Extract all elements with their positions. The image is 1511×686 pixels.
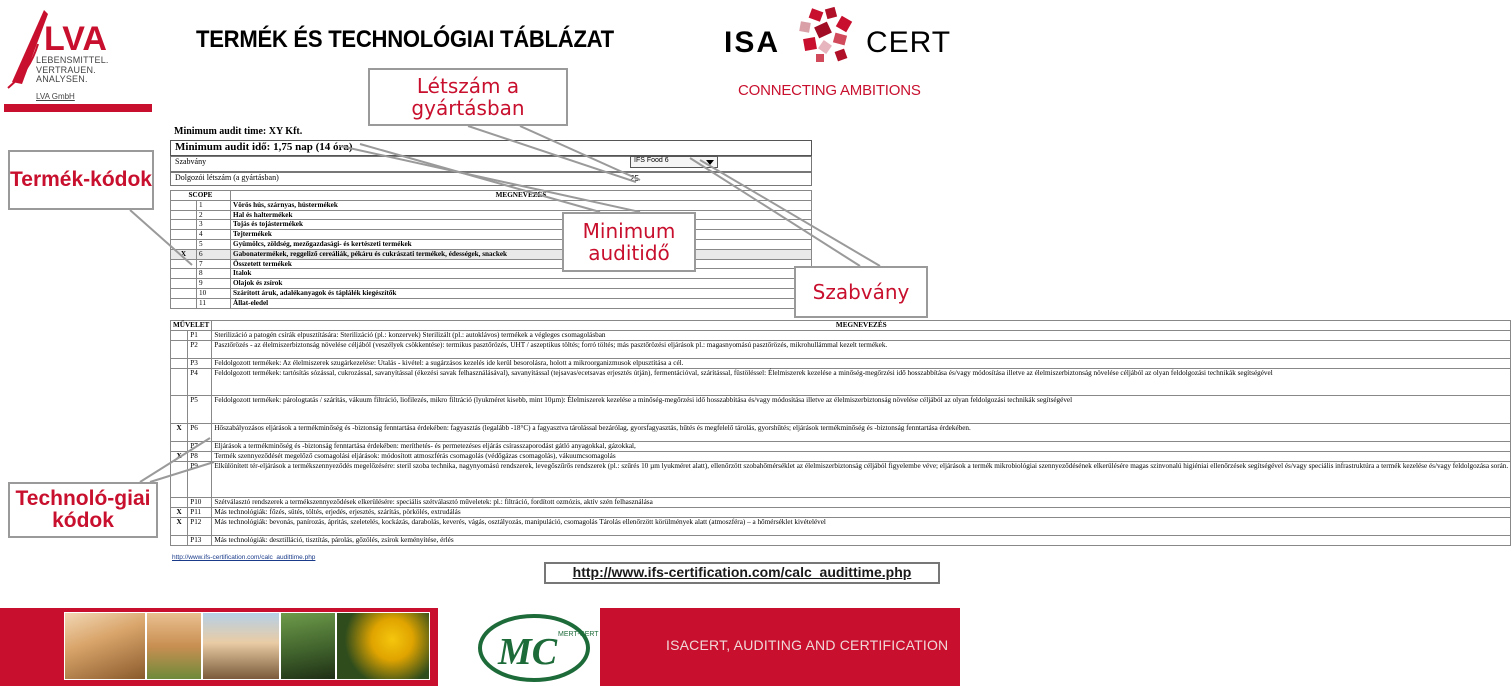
process-code: P8 — [188, 452, 212, 462]
scope-x-mark[interactable] — [171, 279, 197, 289]
process-x-mark[interactable] — [171, 368, 188, 395]
process-name-text: Feldolgozott termékek: párologtatás / szárítás, vákuum filtráció, liofilezés, mikro filtráció (lyukméret kisebb, mint 10µm): Élelmiszerek kezelése a minőség-megőrzési idő hosszabbítása és/vagy módosítása illetve az élelmiszerbiztonság növelése céljából az olyan feldolgozási technikák segítségével — [214, 396, 1073, 405]
mc-label: MERT-CERT — [558, 631, 599, 638]
process-name — [212, 461, 1511, 497]
scope-code: 11 — [197, 298, 231, 308]
process-name — [212, 359, 1511, 369]
scope-x-mark[interactable] — [171, 200, 197, 210]
scope-row — [171, 279, 812, 289]
process-name-text: Hőszabályozásos eljárások a termékminőség és -biztonság fenntartása érdekében: fagyasztás (legalább -18°C) a fagyasztva tárolással bezárólag, gyorsfagyasztás, hűtés és megfelelő tárolás, gyorshűtés; eljárások termékminőség és -biztonság fenntartása érdekében. — [214, 423, 971, 432]
scope-body — [171, 200, 812, 308]
scope-row — [171, 220, 812, 230]
process-code: P1 — [188, 330, 212, 340]
scope-x-mark[interactable] — [171, 220, 197, 230]
process-row — [171, 396, 1511, 423]
process-name — [212, 517, 1511, 536]
callout-product-codes: Termék-kódok — [8, 150, 154, 210]
scope-code: 2 — [197, 210, 231, 220]
scope-row — [171, 249, 812, 259]
page-title: TERMÉK ÉS TECHNOLÓGIAI TÁBLÁZAT — [196, 26, 614, 53]
scope-row — [171, 210, 812, 220]
process-x-mark[interactable] — [171, 330, 188, 340]
scope-code: 8 — [197, 269, 231, 279]
process-name-text: Eljárások a termékminőség és -biztonság fenntartása érdekében: meríthetés- és permetezéses eljárás csírasszaporodást gátló anyagokkal, gázokkal, — [214, 442, 636, 451]
photo-field — [280, 612, 336, 680]
scope-code: 4 — [197, 230, 231, 240]
process-name-text: Pasztőrözés - az élelmiszerbiztonság növelése céljából (veszélyek csökkentése): termikus pasztőrözés, UHT / aszeptikus töltés; forró töltés; más pasztőrözési eljárások pl.: magasnyomású pasztőrözés, mikrohullámmal kezelt termékek. — [214, 340, 888, 349]
scope-name: Vörös hús, szárnyas, hústermékek — [231, 200, 812, 210]
process-code: P7 — [188, 442, 212, 452]
scope-row — [171, 259, 812, 269]
scope-row — [171, 269, 812, 279]
process-name — [212, 536, 1511, 546]
process-name-text: Szétválasztó rendszerek a termékszennyeződések elkerülésére: speciális szétválasztó műveletek: pl.: filtráció, fordított ozmózis, aktív szén felhasználása — [214, 498, 653, 507]
scope-row — [171, 200, 812, 210]
calculator-link[interactable]: http://www.ifs-certification.com/calc_audittime.php — [572, 564, 912, 581]
process-table — [170, 320, 1511, 546]
process-name-text: Más technológiák: bevonás, panírozás, ápritás, szeletelés, kockázás, darabolás, keverés, vágás, osztályozás, manipuláció, csomagolás Tárolás ellenőrzött körülmények alatt (atmoszféra) – a hőmérséklet kivételével — [214, 517, 826, 526]
employee-count-value: 25 — [630, 174, 639, 183]
callout-employee-count: Létszám a gyártásban — [368, 68, 568, 126]
process-code: P12 — [188, 517, 212, 536]
scope-code: 7 — [197, 259, 231, 269]
process-x-mark[interactable] — [171, 536, 188, 546]
lva-brand-text: LVA — [44, 20, 107, 58]
process-x-mark[interactable]: X — [171, 507, 188, 517]
process-row — [171, 368, 1511, 395]
process-name-text: Feldolgozott termékek: Az élelmiszerek szugárkezelése: Utalás - kivétel: a sugárzásos kezelés ide kerül besorolásra, holott a mikroorganizmusok elpusztítása a cél. — [214, 359, 684, 368]
process-x-mark[interactable]: X — [171, 423, 188, 442]
scope-table — [170, 190, 812, 309]
mc-letters: MC — [498, 631, 558, 673]
process-code: P6 — [188, 423, 212, 442]
process-x-mark[interactable] — [171, 442, 188, 452]
standard-select-value: IFS Food 6 — [634, 157, 669, 164]
audit-time-document — [170, 126, 1509, 561]
process-code: P5 — [188, 396, 212, 423]
scope-x-mark[interactable] — [171, 269, 197, 279]
callout-url[interactable] — [544, 562, 940, 584]
process-name — [212, 330, 1511, 340]
process-name-text: Feldolgozott termékek: tartósítás sózással, cukrozással, savanyítással (ékezési savak felhasználásával), savanyítással (tejsavas/ecetsavas erjesztés útján), fermentációval, szárítással, füstöléssel: Élelmiszerek kezelése a minőség-megőrzési idő hosszabbítása és/vagy módosítása illetve az élelmiszerbiztonság növelése céljából az olyan feldolgozási technikák segítségével — [214, 368, 1273, 377]
process-name — [212, 507, 1511, 517]
process-header-row — [171, 321, 1511, 331]
scope-x-mark[interactable] — [171, 259, 197, 269]
process-row — [171, 536, 1511, 546]
process-x-mark[interactable] — [171, 396, 188, 423]
process-row — [171, 423, 1511, 442]
process-row — [171, 340, 1511, 359]
scope-code: 3 — [197, 220, 231, 230]
scope-code: 9 — [197, 279, 231, 289]
doc-min-audit-time: Minimum audit time: XY Kft. — [174, 126, 303, 137]
scope-x-mark[interactable]: X — [171, 249, 197, 259]
process-code: P11 — [188, 507, 212, 517]
process-code: P13 — [188, 536, 212, 546]
scope-code: 5 — [197, 239, 231, 249]
lva-gmbh: LVA GmbH — [36, 92, 75, 101]
lva-red-bar — [4, 104, 152, 112]
scope-row — [171, 298, 812, 308]
scope-row — [171, 288, 812, 298]
doc-link[interactable]: http://www.ifs-certification.com/calc_audittime.php — [172, 554, 316, 561]
process-row — [171, 330, 1511, 340]
process-row — [171, 507, 1511, 517]
process-x-mark[interactable] — [171, 340, 188, 359]
scope-code: 1 — [197, 200, 231, 210]
scope-code: 10 — [197, 288, 231, 298]
scope-name: Szárított áruk, adalékanyagok és táplálék kiegészítők — [231, 288, 812, 298]
lva-slogan-line: LEBENSMITTEL. — [36, 55, 109, 65]
scope-row — [171, 230, 812, 240]
process-row — [171, 442, 1511, 452]
process-name-text: Sterilizáció a patogén csírák elpusztítására: Sterilizáció (pl.: konzervek) Sterilizált (pl.: autoklávos) termékek a végleges csomagolásban — [214, 330, 606, 339]
process-name — [212, 442, 1511, 452]
process-row — [171, 498, 1511, 508]
scope-name: Olajok és zsírok — [231, 279, 812, 289]
scope-name-header: MEGNEVEZÉS — [231, 191, 812, 201]
isa-cert-text: CERT — [866, 26, 952, 59]
process-name-header: MEGNEVEZÉS — [212, 321, 1511, 331]
process-name — [212, 396, 1511, 423]
scope-x-mark[interactable] — [171, 230, 197, 240]
process-x-mark[interactable]: X — [171, 452, 188, 462]
doc-min-audit-ido: Minimum audit idő: 1,75 nap (14 óra) — [170, 140, 812, 156]
callout-standard: Szabvány — [794, 266, 928, 318]
process-x-mark[interactable] — [171, 461, 188, 497]
photo-food-woman — [64, 612, 146, 680]
process-name-text: Termék szennyeződését megelőző csomagolási eljárások: módosított atmoszférás csomagolás (védőgázas csomagolás), vákuumcsomagolás — [214, 452, 616, 461]
lva-swoosh-icon — [4, 4, 152, 104]
scope-name: Italok — [231, 269, 812, 279]
process-name — [212, 340, 1511, 359]
process-row — [171, 359, 1511, 369]
process-code: P9 — [188, 461, 212, 497]
process-x-mark[interactable] — [171, 359, 188, 369]
scope-x-mark[interactable] — [171, 239, 197, 249]
process-row — [171, 517, 1511, 536]
process-code: P3 — [188, 359, 212, 369]
isa-tagline: CONNECTING AMBITIONS — [738, 82, 921, 99]
doc-standard-label: Szabvány — [175, 157, 207, 166]
doc-employee-row — [170, 172, 812, 186]
scope-x-mark[interactable] — [171, 288, 197, 298]
callout-technology-codes: Technoló-giai kódok — [8, 482, 158, 538]
process-name — [212, 498, 1511, 508]
process-body — [171, 330, 1511, 545]
scope-header: SCOPE — [171, 191, 231, 201]
process-x-mark[interactable] — [171, 498, 188, 508]
isa-logo-text: ISA — [724, 26, 781, 59]
photo-farmer — [202, 612, 280, 680]
scope-name: Gabonatermékek, reggeliző cereáliák, pékáru és cukrászati termékek, édességek, snackek — [231, 249, 812, 259]
scope-row — [171, 239, 812, 249]
scope-code: 6 — [197, 249, 231, 259]
process-x-mark[interactable]: X — [171, 517, 188, 536]
lva-slogan-line: VERTRAUEN. — [36, 64, 96, 75]
process-code: P10 — [188, 498, 212, 508]
lva-slogan-line: ANALYSEN. — [36, 74, 88, 84]
scope-name: Tojás és tojástermékek — [231, 220, 812, 230]
process-name — [212, 423, 1511, 442]
scope-name: Gyümölcs, zöldség, mezőgazdasági- és kertészeti termékek — [231, 239, 812, 249]
isa-mosaic-icon — [790, 6, 858, 66]
process-name-text: Elkülönített tér-eljárások a termékszennyeződés megelőzésére: steril szoba technika, nagynyomású rendszerek, levegőszűrős rendszerek (pl.: szűrés 10 µm lyukméret alatt), ellenőrzött szobahőmérséklet az élelmiszerbiztonság céljából figyelembe véve; eljárások a termék mikrobiológiai szennyeződésének elkerülésére magas szinvonalú higiéniai ellenőrzések segítségével és/vagy speciális infrastruktúra a termék kezelése és/vagy feldolgozása során. — [214, 461, 1509, 470]
process-header: MŰVELET — [171, 321, 212, 331]
scope-name: Állat-eledel — [231, 298, 812, 308]
scope-x-mark[interactable] — [171, 210, 197, 220]
scope-x-mark[interactable] — [171, 298, 197, 308]
process-name — [212, 452, 1511, 462]
photo-sunflower — [336, 612, 430, 680]
scope-name: Hal és haltermékek — [231, 210, 812, 220]
lva-slogan — [36, 56, 109, 85]
process-name — [212, 368, 1511, 395]
photo-child — [146, 612, 202, 680]
process-row — [171, 461, 1511, 497]
process-name-text: Más technológiák: főzés, sütés, töltés, erjedés, erjesztés, szárítás, pörkölés, extrudálás — [214, 507, 461, 516]
scope-name: Tejtermékek — [231, 230, 812, 240]
doc-employee-label: Dolgozói létszám (a gyártásban) — [175, 173, 279, 182]
scope-name: Összetett termékek — [231, 259, 812, 269]
mert-cert-logo — [476, 612, 598, 684]
process-row — [171, 452, 1511, 462]
process-code: P2 — [188, 340, 212, 359]
scope-header-row — [171, 191, 812, 201]
footer-text: ISACERT, AUDITING AND CERTIFICATION — [666, 637, 949, 653]
standard-select[interactable] — [630, 156, 718, 168]
process-code: P4 — [188, 368, 212, 395]
process-name-text: Más technológiák: desztilláció, tisztítás, párolás, gőzölés, zsírok keményítése, érlés — [214, 536, 454, 545]
callout-minimum-audit-time: Minimum auditidő — [562, 212, 696, 272]
